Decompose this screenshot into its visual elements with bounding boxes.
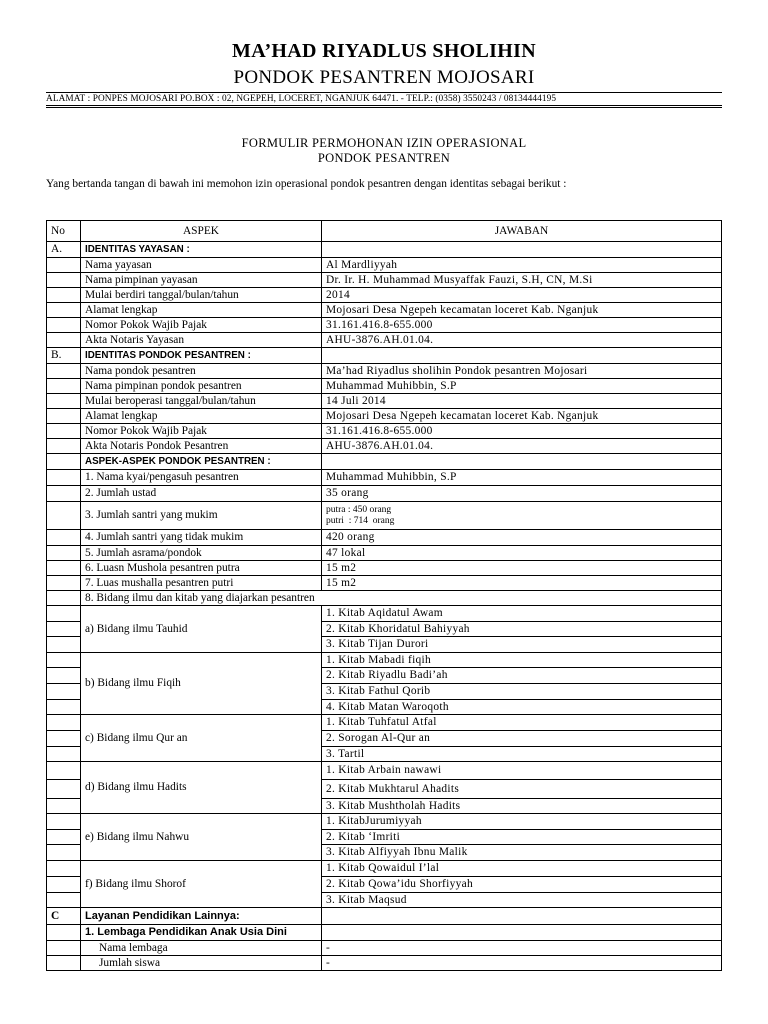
- table-row: [47, 606, 722, 622]
- header-divider-bottom-double: [46, 107, 722, 108]
- row-value: Mojosari Desa Ngepeh kecamatan loceret Kab. Nganjuk: [322, 303, 722, 318]
- row-label: Alamat lengkap: [81, 303, 322, 318]
- form-title-line2: PONDOK PESANTREN: [317, 151, 451, 165]
- table-row: [47, 546, 722, 561]
- row-value: 35 orang: [322, 486, 722, 502]
- row-value: Ma’had Riyadlus sholihin Pondok pesantren Mojosari: [322, 364, 722, 379]
- kitab-item: 1. Kitab Aqidatul Awam: [322, 606, 722, 622]
- col-header-jawaban: JAWABAN: [322, 221, 722, 242]
- table-row: [47, 409, 722, 424]
- kitab-item: 3. Kitab Maqsud: [322, 893, 722, 908]
- section-aspek-row: [47, 454, 722, 470]
- row-label: 4. Jumlah santri yang tidak mukim: [81, 530, 322, 546]
- bidang-quran-label: c) Bidang ilmu Qur an: [81, 715, 322, 762]
- table-row: [47, 762, 722, 780]
- section-b-row: [47, 348, 722, 364]
- row-value: [322, 502, 722, 530]
- table-row: [47, 486, 722, 502]
- row-value: Dr. Ir. H. Muhammad Musyaffak Fauzi, S.H, CN, M.Si: [322, 273, 722, 288]
- table-row: [47, 258, 722, 273]
- row-value: 15 m2: [322, 561, 722, 576]
- row-label: Mulai berdiri tanggal/bulan/tahun: [81, 288, 322, 303]
- santri-putri-value: putri : 714 orang: [326, 515, 395, 526]
- table-row: [47, 653, 722, 668]
- table-row: [47, 956, 722, 971]
- kitab-item: 2. Kitab Mukhtarul Ahadits: [322, 780, 722, 799]
- table-row: [47, 379, 722, 394]
- header-divider-top: [46, 92, 722, 93]
- section-b-no: B.: [47, 348, 81, 364]
- row-label: 2. Jumlah ustad: [81, 486, 322, 502]
- row-label: 3. Jumlah santri yang mukim: [81, 502, 322, 530]
- table-row: [47, 470, 722, 486]
- row-value: 31.161.416.8-655.000: [322, 318, 722, 333]
- section-c-sub-row: [47, 925, 722, 941]
- table-row: [47, 364, 722, 379]
- section-c-no: C: [47, 908, 81, 925]
- table-row: [47, 715, 722, 731]
- section-a-no: A.: [47, 242, 81, 258]
- kitab-item: 3. Tartil: [322, 747, 722, 762]
- bidang-shorof-label: f) Bidang ilmu Shorof: [81, 861, 322, 908]
- table-row: [47, 530, 722, 546]
- row-value: 2014: [322, 288, 722, 303]
- section-a-row: [47, 242, 722, 258]
- row-value: AHU-3876.AH.01.04.: [322, 333, 722, 348]
- row-value: -: [322, 956, 722, 971]
- row-value: Muhammad Muhibbin, S.P: [322, 379, 722, 394]
- table-row: [47, 941, 722, 956]
- row-value: 14 Juli 2014: [322, 394, 722, 409]
- table-row: [47, 318, 722, 333]
- row-label: Nama yayasan: [81, 258, 322, 273]
- section-b-label: IDENTITAS PONDOK PESANTREN :: [81, 348, 322, 364]
- row-label: Nomor Pokok Wajib Pajak: [81, 318, 322, 333]
- col-header-no: No: [47, 221, 81, 242]
- kitab-item: 1. Kitab Mabadi fiqih: [322, 653, 722, 668]
- institution-address: ALAMAT : PONPES MOJOSARI PO.BOX : 02, NGEPEH, LOCERET, NGANJUK 64471. - TELP.: (0358) 3550243 / 08134444195: [46, 94, 557, 104]
- table-row: [47, 861, 722, 877]
- table-row: [47, 394, 722, 409]
- kitab-item: 1. Kitab Qowaidul I’lal: [322, 861, 722, 877]
- kitab-item: 2. Sorogan Al-Qur an: [322, 731, 722, 747]
- row-label: 5. Jumlah asrama/pondok: [81, 546, 322, 561]
- section-c-sub-label: 1. Lembaga Pendidikan Anak Usia Dini: [81, 925, 322, 941]
- institution-subtitle: PONDOK PESANTREN MOJOSARI: [233, 67, 535, 88]
- table-row: [47, 591, 722, 606]
- section-a-label: IDENTITAS YAYASAN :: [81, 242, 322, 258]
- form-title-line1: FORMULIR PERMOHONAN IZIN OPERASIONAL: [241, 136, 527, 150]
- row-label: 7. Luas mushalla pesantren putri: [81, 576, 322, 591]
- kitab-item: 2. Kitab Qowa’idu Shorfiyyah: [322, 877, 722, 893]
- table-row: [47, 439, 722, 454]
- row-label: Akta Notaris Yayasan: [81, 333, 322, 348]
- kitab-item: 1. Kitab Tuhfatul Atfal: [322, 715, 722, 731]
- table-row: [47, 561, 722, 576]
- kitab-item: 2. Kitab Riyadlu Badi’ah: [322, 668, 722, 684]
- row-label: Nama pondok pesantren: [81, 364, 322, 379]
- row-value: 47 lokal: [322, 546, 722, 561]
- row-value: 420 orang: [322, 530, 722, 546]
- kitab-item: 4. Kitab Matan Waroqoth: [322, 700, 722, 715]
- row-value: 31.161.416.8-655.000: [322, 424, 722, 439]
- application-form-table: [46, 220, 722, 971]
- row-label: Jumlah siswa: [81, 956, 322, 971]
- row-label: Nama pimpinan yayasan: [81, 273, 322, 288]
- row-value: 15 m2: [322, 576, 722, 591]
- row-value: Al Mardliyyah: [322, 258, 722, 273]
- row-label: Nama pimpinan pondok pesantren: [81, 379, 322, 394]
- row-label: Akta Notaris Pondok Pesantren: [81, 439, 322, 454]
- kitab-item: 3. Kitab Fathul Qorib: [322, 684, 722, 700]
- kitab-item: 2. Kitab Khoridatul Bahiyyah: [322, 622, 722, 637]
- bidang-hadits-label: d) Bidang ilmu Hadits: [81, 762, 322, 814]
- table-row: [47, 424, 722, 439]
- table-row: [47, 814, 722, 830]
- row-value: -: [322, 941, 722, 956]
- row-label: 1. Nama kyai/pengasuh pesantren: [81, 470, 322, 486]
- form-intro: Yang bertanda tangan di bawah ini memohon izin operasional pondok pesantren dengan identitas sebagai berikut :: [46, 178, 567, 190]
- table-header-row: [47, 221, 722, 242]
- col-header-aspek: ASPEK: [81, 221, 322, 242]
- row-label: Alamat lengkap: [81, 409, 322, 424]
- bidang-ilmu-heading: 8. Bidang ilmu dan kitab yang diajarkan pesantren: [81, 591, 722, 606]
- row-value: AHU-3876.AH.01.04.: [322, 439, 722, 454]
- table-row: [47, 303, 722, 318]
- table-row: [47, 502, 722, 530]
- section-c-row: [47, 908, 722, 925]
- bidang-tauhid-label: a) Bidang ilmu Tauhid: [81, 606, 322, 653]
- bidang-fiqih-label: b) Bidang ilmu Fiqih: [81, 653, 322, 715]
- form-title: [0, 136, 768, 166]
- row-label: 6. Luasn Mushola pesantren putra: [81, 561, 322, 576]
- institution-title: MA’HAD RIYADLUS SHOLIHIN: [232, 40, 536, 62]
- kitab-item: 1. Kitab Arbain nawawi: [322, 762, 722, 780]
- santri-putra-value: putra : 450 orang: [326, 504, 392, 515]
- kitab-item: 1. KitabJurumiyyah: [322, 814, 722, 830]
- section-aspek-label: ASPEK-ASPEK PONDOK PESANTREN :: [81, 454, 322, 470]
- bidang-nahwu-label: e) Bidang ilmu Nahwu: [81, 814, 322, 861]
- row-label: Mulai beroperasi tanggal/bulan/tahun: [81, 394, 322, 409]
- kitab-item: 3. Kitab Mushtholah Hadits: [322, 799, 722, 814]
- section-c-label: Layanan Pendidikan Lainnya:: [81, 908, 322, 925]
- kitab-item: 3. Kitab Alfiyyah Ibnu Malik: [322, 845, 722, 861]
- row-value: Mojosari Desa Ngepeh kecamatan loceret Kab. Nganjuk: [322, 409, 722, 424]
- table-row: [47, 273, 722, 288]
- row-value: Muhammad Muhibbin, S.P: [322, 470, 722, 486]
- header-divider-bottom: [46, 105, 722, 106]
- table-row: [47, 333, 722, 348]
- row-label: Nomor Pokok Wajib Pajak: [81, 424, 322, 439]
- table-row: [47, 288, 722, 303]
- table-row: [47, 576, 722, 591]
- kitab-item: 2. Kitab ‘Imriti: [322, 830, 722, 845]
- row-label: Nama lembaga: [81, 941, 322, 956]
- kitab-item: 3. Kitab Tijan Durori: [322, 637, 722, 653]
